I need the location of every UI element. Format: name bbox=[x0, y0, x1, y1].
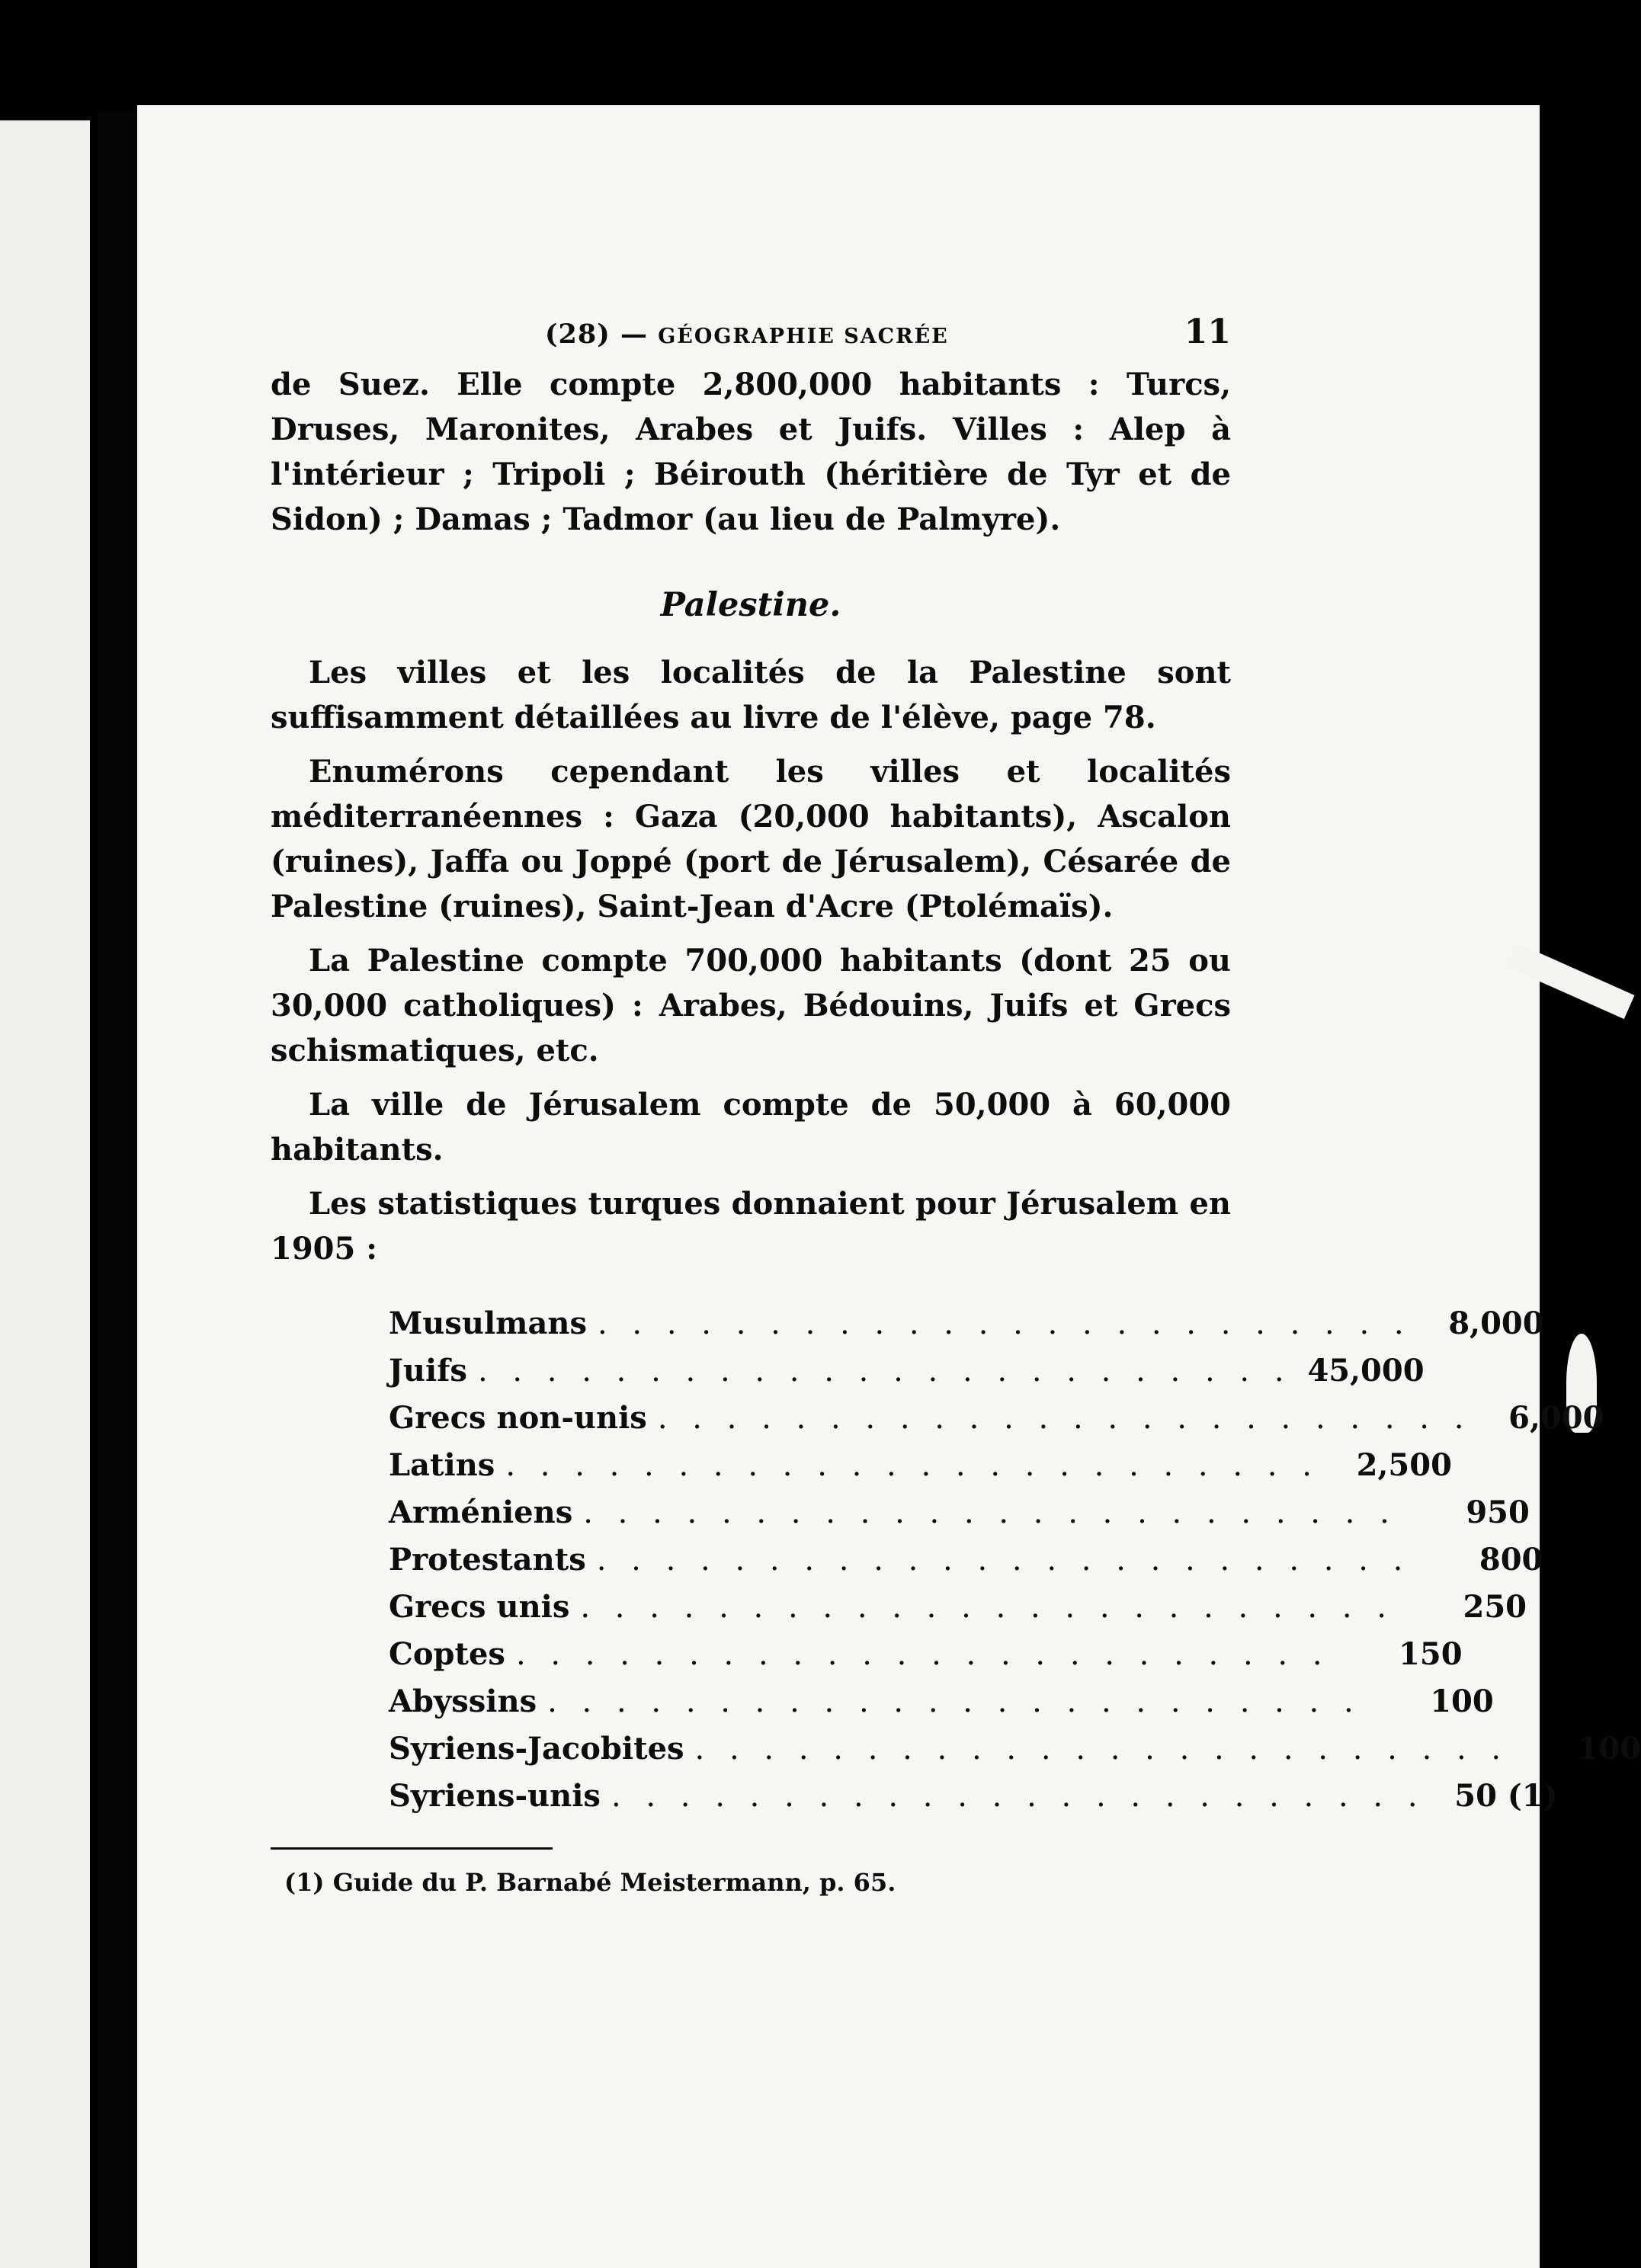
statistics-row bbox=[389, 1584, 1527, 1631]
stat-label: Grecs non-unis bbox=[389, 1400, 647, 1436]
stat-value: 250 bbox=[1463, 1589, 1527, 1625]
stat-label: Arméniens bbox=[389, 1494, 573, 1530]
stat-value: 2,500 bbox=[1356, 1447, 1452, 1483]
stat-label: Musulmans bbox=[389, 1305, 587, 1341]
statistics-row bbox=[389, 1536, 1543, 1584]
statistics-row bbox=[389, 1347, 1425, 1395]
stat-label: Protestants bbox=[389, 1542, 586, 1578]
footnote: (1) Guide du P. Barnabé Meistermann, p. 65. bbox=[284, 1868, 896, 1897]
footnote-rule bbox=[271, 1847, 553, 1850]
stat-label: Abyssins bbox=[389, 1683, 537, 1719]
header-dash: — bbox=[610, 319, 659, 350]
section-number: (28) bbox=[545, 319, 611, 350]
stat-label: Syriens-unis bbox=[389, 1778, 601, 1814]
statistics-row bbox=[389, 1489, 1530, 1536]
stat-value: 950 bbox=[1466, 1494, 1530, 1530]
stat-value: 100 bbox=[1430, 1683, 1494, 1719]
dot-leader: . . . . . . . . . . . . . . . . . . . . . . . . bbox=[547, 1684, 1361, 1719]
paragraph: Enumérons cependant les villes et localités méditerranéennes : Gaza (20,000 habitants), Ascalon (ruines), Jaffa ou Joppé (port de Jérusalem), Césarée de Palestine (ruines), Saint-Jean d'Acre (Ptolémaïs). bbox=[271, 754, 1231, 924]
page-number: 11 bbox=[1184, 312, 1231, 351]
paragraph: La Palestine compte 700,000 habitants (dont 25 ou 30,000 catholiques) : Arabes, Bédouins, Juifs et Grecs schismatiques, etc. bbox=[271, 943, 1231, 1068]
statistics-row bbox=[389, 1442, 1452, 1489]
stat-label: Latins bbox=[389, 1447, 495, 1483]
dot-leader: . . . . . . . . . . . . . . . . . . . . . . . . bbox=[580, 1590, 1394, 1625]
statistics-row bbox=[389, 1678, 1494, 1725]
paragraph: Les villes et les localités de la Palestine sont suffisamment détaillées au livre de l'élève, page 78. bbox=[271, 655, 1231, 735]
stat-value: 50 (1) bbox=[1454, 1778, 1558, 1814]
stat-value: 150 bbox=[1399, 1636, 1463, 1672]
statistics-table bbox=[389, 1300, 1641, 1820]
dot-leader: . . . . . . . . . . . . . . . . . . . . . . . . bbox=[477, 1353, 1292, 1389]
stat-label: Grecs unis bbox=[389, 1589, 570, 1625]
paragraph: Les statistiques turques donnaient pour Jérusalem en 1905 : bbox=[271, 1186, 1231, 1267]
dot-leader: . . . . . . . . . . . . . . . . . . . . . . . . bbox=[505, 1448, 1319, 1483]
header-title: GÉOGRAPHIE SACRÉE bbox=[658, 325, 949, 348]
dot-leader: . . . . . . . . . . . . . . . . . . . . . . . . bbox=[583, 1495, 1397, 1530]
stat-value: 800 bbox=[1479, 1542, 1543, 1578]
running-header bbox=[545, 312, 1231, 351]
facing-page-edge bbox=[0, 120, 90, 2268]
stat-label: Juifs bbox=[389, 1353, 467, 1389]
paragraph: La ville de Jérusalem compte de 50,000 à 60,000 habitants. bbox=[271, 1087, 1231, 1168]
dot-leader: . . . . . . . . . . . . . . . . . . . . . . . . bbox=[657, 1401, 1472, 1436]
statistics-row bbox=[389, 1725, 1641, 1773]
statistics-row bbox=[389, 1300, 1544, 1347]
dot-leader: . . . . . . . . . . . . . . . . . . . . . . . . bbox=[596, 1542, 1411, 1578]
dot-leader: . . . . . . . . . . . . . . . . . . . . . . . . bbox=[515, 1637, 1330, 1672]
statistics-row bbox=[389, 1395, 1604, 1442]
book-spine bbox=[98, 111, 137, 2268]
stat-value: 45,000 bbox=[1307, 1353, 1425, 1389]
dot-leader: . . . . . . . . . . . . . . . . . . . . . . . . bbox=[598, 1306, 1412, 1341]
page-text bbox=[271, 312, 1641, 1897]
dot-leader: . . . . . . . . . . . . . . . . . . . . . . . . bbox=[611, 1779, 1425, 1814]
stat-label: Coptes bbox=[389, 1636, 505, 1672]
intro-paragraph: de Suez. Elle compte 2,800,000 habitants : Turcs, Druses, Maronites, Arabes et Juifs. Villes : Alep à l'intérieur ; Tripoli ; Béirouth (héritière de Tyr et de Sidon) ; Damas ; Tadmor (au lieu de Palmyre). bbox=[271, 367, 1231, 537]
stat-value: 6,000 bbox=[1508, 1400, 1604, 1436]
stat-value: 8,000 bbox=[1448, 1305, 1544, 1341]
dot-leader: . . . . . . . . . . . . . . . . . . . . . . . . bbox=[694, 1731, 1509, 1767]
section-heading: Palestine. bbox=[660, 586, 841, 624]
statistics-row bbox=[389, 1773, 1558, 1820]
statistics-row bbox=[389, 1631, 1463, 1678]
stat-value: 100 bbox=[1577, 1731, 1641, 1767]
stat-label: Syriens-Jacobites bbox=[389, 1731, 684, 1767]
